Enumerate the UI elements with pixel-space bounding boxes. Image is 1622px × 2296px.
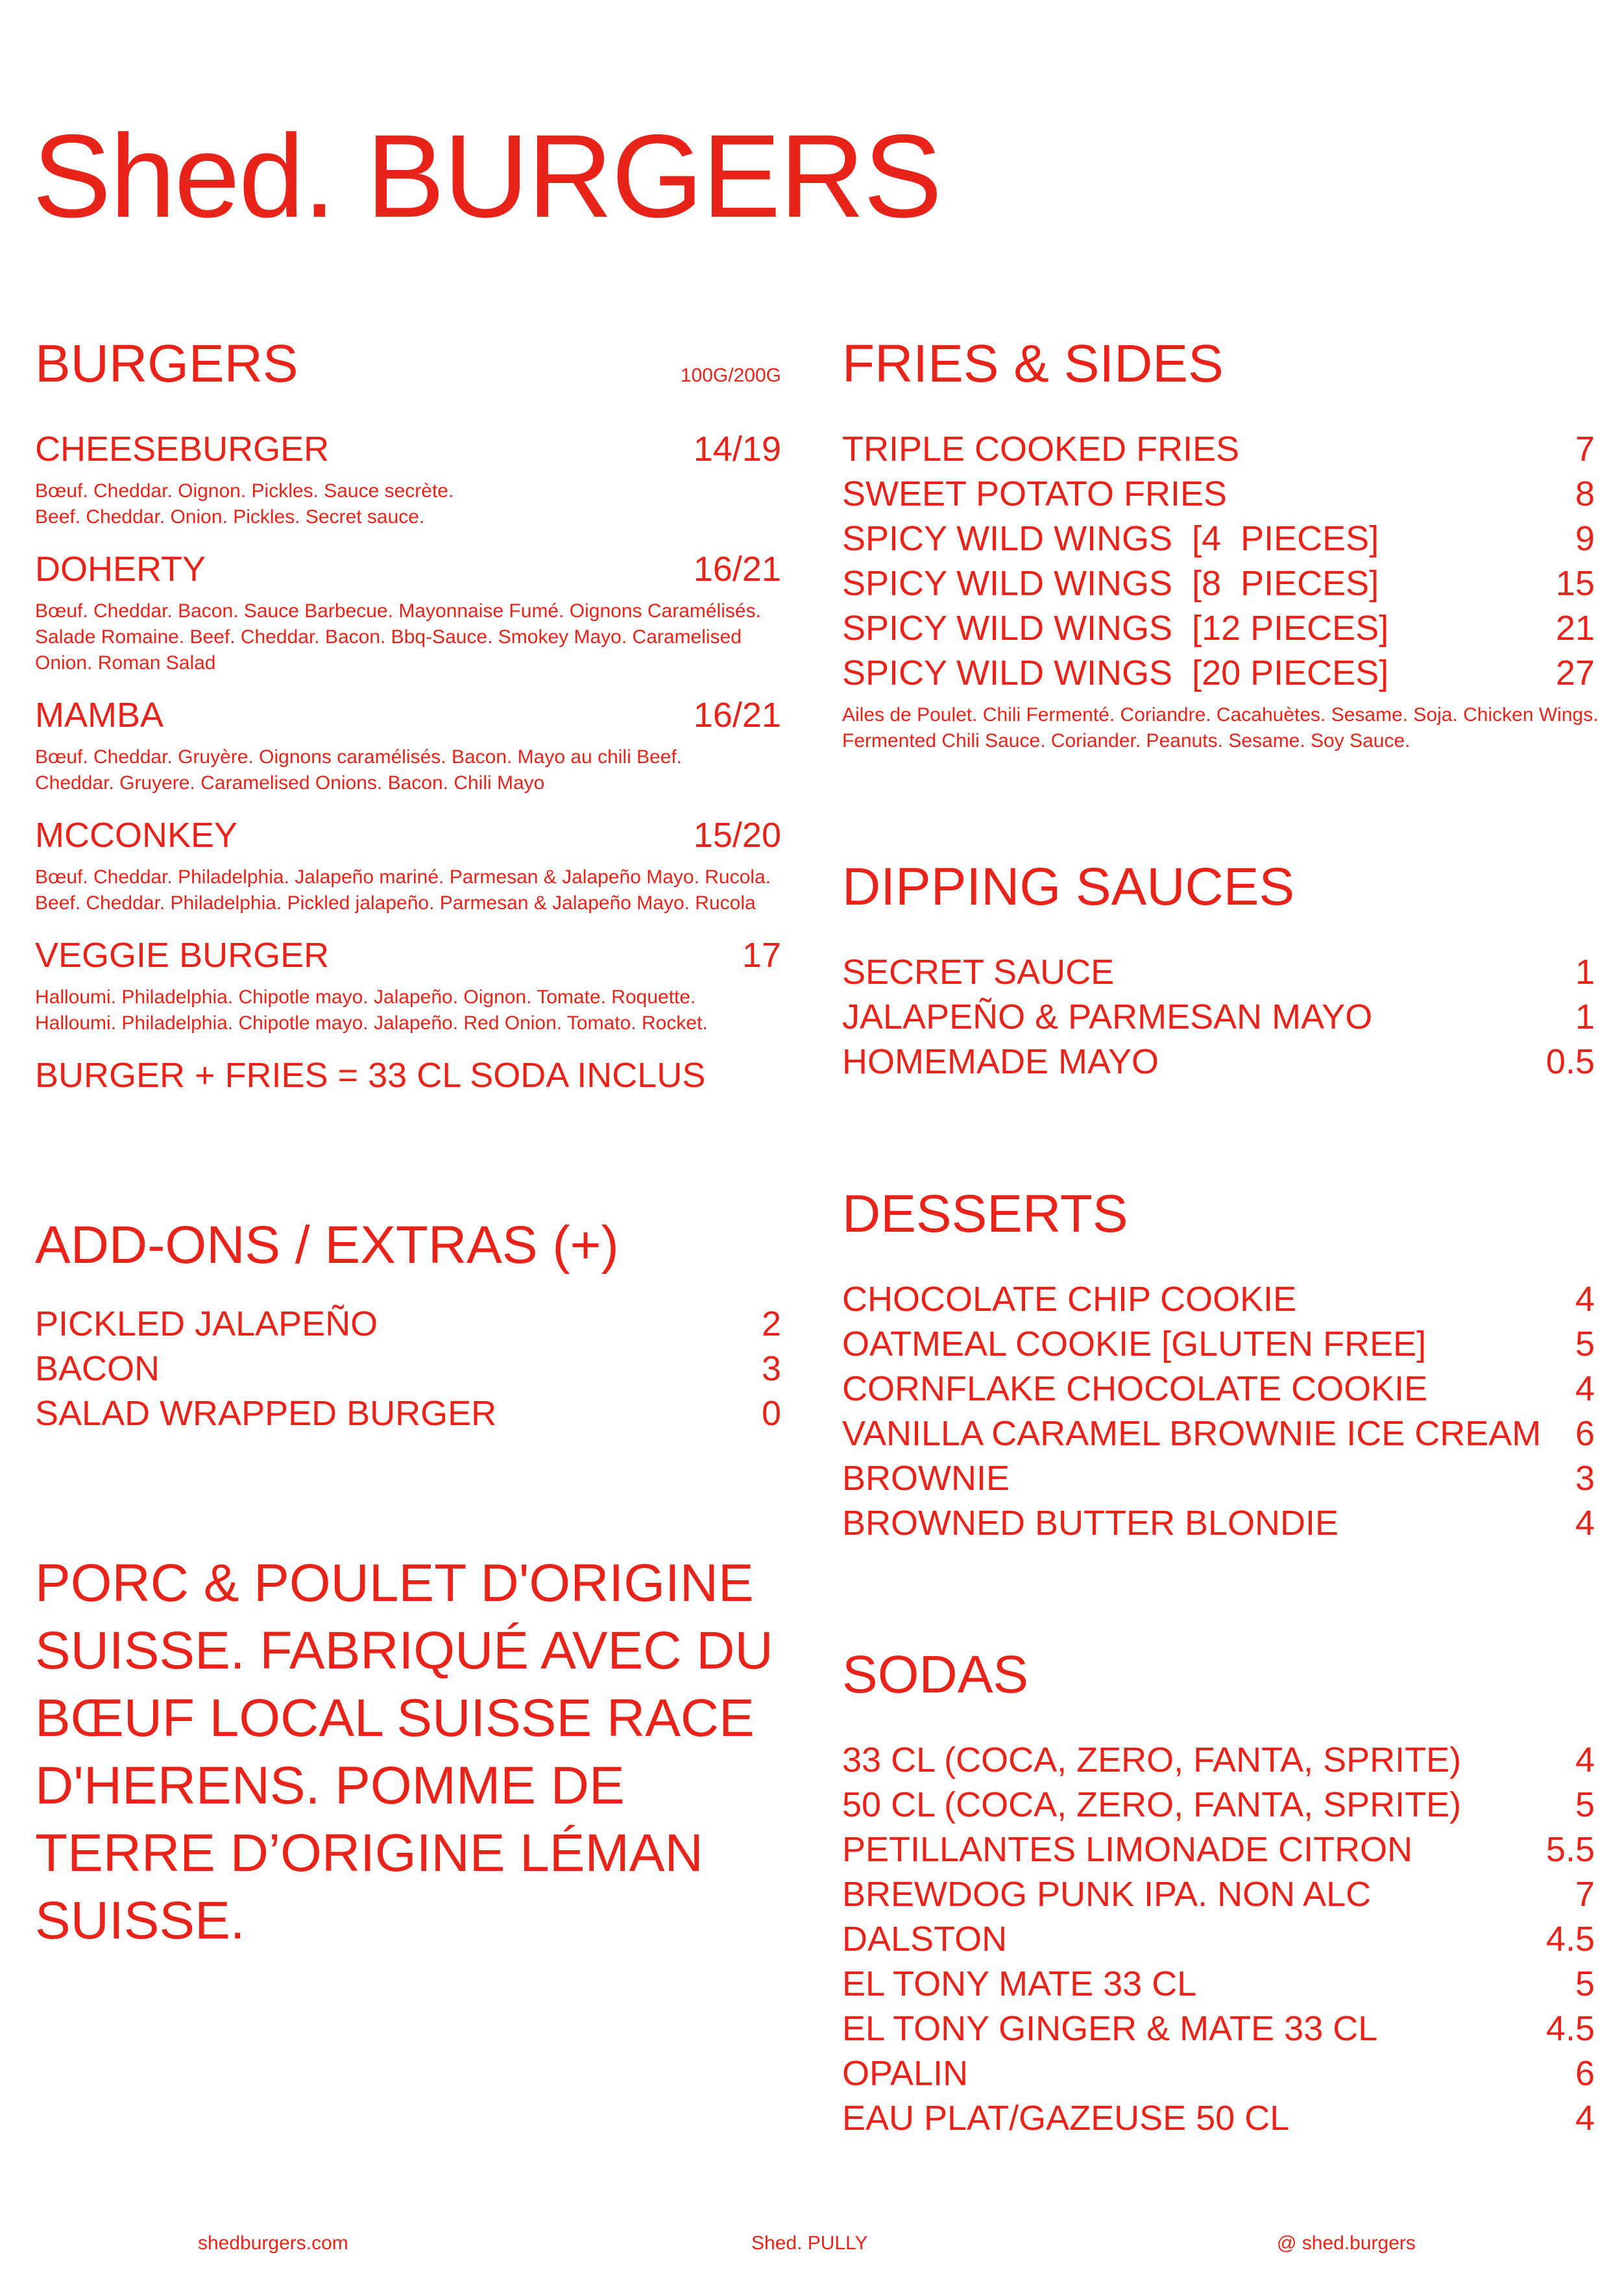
- soda-price: 4: [1575, 2099, 1595, 2138]
- desserts-section: [842, 1184, 1595, 1546]
- sauces-heading: DIPPING SAUCES: [842, 857, 1295, 916]
- dessert-name: CHOCOLATE CHIP COOKIE: [842, 1280, 1297, 1319]
- soda-name: PETILLANTES LIMONADE CITRON: [842, 1830, 1413, 1869]
- sodas-heading: SODAS: [842, 1645, 1029, 1704]
- burger-price: 17: [742, 936, 781, 975]
- soda-price: 5.5: [1545, 1830, 1595, 1869]
- burger-price: 15/20: [693, 816, 781, 855]
- fries-item: [842, 606, 1595, 651]
- soda-price: 5: [1575, 1785, 1595, 1824]
- dessert-item: [842, 1322, 1595, 1367]
- burgers-heading: BURGERS: [35, 334, 298, 393]
- soda-name: BREWDOG PUNK IPA. NON ALC: [842, 1875, 1372, 1914]
- addon-price: 3: [761, 1349, 781, 1388]
- addon-name: PICKLED JALAPEÑO: [35, 1304, 378, 1343]
- soda-price: 6: [1575, 2054, 1595, 2093]
- addon-name: SALAD WRAPPED BURGER: [35, 1394, 497, 1433]
- dessert-name: CORNFLAKE CHOCOLATE COOKIE: [842, 1369, 1428, 1408]
- soda-name: 33 CL (COCA, ZERO, FANTA, SPRITE): [842, 1740, 1462, 1779]
- soda-item: [842, 1962, 1595, 2007]
- burger-name: DOHERTY: [35, 550, 206, 589]
- footer-website[interactable]: shedburgers.com: [198, 2232, 348, 2254]
- burger-item: [35, 693, 781, 796]
- origin-statement: PORC & POULET D'ORIGINE SUISSE. FABRIQUÉ AVEC DU BŒUF LOCAL SUISSE RACE D'HERENS. POMME DE TERRE D’ORIGINE LÉMAN SUISSE.: [35, 1554, 773, 1950]
- sauce-item: [842, 995, 1595, 1040]
- dessert-price: 6: [1575, 1414, 1595, 1453]
- dessert-item: [842, 1277, 1595, 1322]
- dessert-item: [842, 1456, 1595, 1501]
- burger-name: MAMBA: [35, 696, 164, 735]
- soda-name: EL TONY GINGER & MATE 33 CL: [842, 2009, 1378, 2048]
- dessert-name: VANILLA CARAMEL BROWNIE ICE CREAM: [842, 1414, 1542, 1453]
- fries-price: 21: [1555, 609, 1595, 648]
- soda-item: [842, 1872, 1595, 1917]
- fries-name: SPICY WILD WINGS [12 PIECES]: [842, 609, 1389, 648]
- fries-item: [842, 561, 1595, 606]
- burger-item: [35, 933, 781, 1036]
- fries-price: 9: [1575, 519, 1595, 558]
- fries-name: SPICY WILD WINGS [4 PIECES]: [842, 519, 1379, 558]
- fries-item: [842, 651, 1595, 696]
- burger-item: [35, 427, 781, 530]
- dessert-price: 4: [1575, 1504, 1595, 1543]
- fries-name: SPICY WILD WINGS [20 PIECES]: [842, 653, 1389, 692]
- footer-location: Shed. PULLY: [751, 2232, 868, 2254]
- burger-price: 16/21: [693, 696, 781, 735]
- soda-name: 50 CL (COCA, ZERO, FANTA, SPRITE): [842, 1785, 1462, 1824]
- soda-price: 4.5: [1545, 1920, 1595, 1959]
- fries-section: [842, 334, 1599, 754]
- sauce-item: [842, 1040, 1595, 1084]
- sauce-price: 0.5: [1545, 1042, 1595, 1081]
- burgers-size-note: 100G/200G: [680, 365, 781, 386]
- dessert-name: BROWNED BUTTER BLONDIE: [842, 1504, 1339, 1543]
- addons-heading: ADD-ONS / EXTRAS (+): [35, 1215, 619, 1275]
- burger-description: Bœuf. Cheddar. Philadelphia. Jalapeño mariné. Parmesan & Jalapeño Mayo. Rucola. Beef. Cheddar. Philadelphia. Pickled jalapeño. Parmesan & Jalapeño Mayo. Rucola: [35, 866, 771, 914]
- fries-name: SWEET POTATO FRIES: [842, 474, 1228, 513]
- soda-name: EAU PLAT/GAZEUSE 50 CL: [842, 2099, 1290, 2138]
- sauces-section: [842, 857, 1595, 1084]
- sauce-price: 1: [1575, 953, 1595, 992]
- addon-price: 0: [761, 1394, 781, 1433]
- soda-name: DALSTON: [842, 1920, 1008, 1959]
- burger-item: [35, 813, 781, 916]
- burger-description: Bœuf. Cheddar. Gruyère. Oignons caramélisés. Bacon. Mayo au chili Beef. Cheddar. Gruyere. Caramelised Onions. Bacon. Chili Mayo: [35, 746, 683, 794]
- dessert-price: 4: [1575, 1369, 1595, 1408]
- addon-name: BACON: [35, 1349, 160, 1388]
- menu-title: Shed. BURGERS: [32, 110, 941, 242]
- addon-item: [35, 1347, 781, 1391]
- burger-description: Halloumi. Philadelphia. Chipotle mayo. Jalapeño. Oignon. Tomate. Roquette. Halloumi. Philadelphia. Chipotle mayo. Jalapeño. Red Onion. Tomato. Rocket.: [35, 986, 708, 1034]
- burger-price: 16/21: [693, 550, 781, 589]
- dessert-item: [842, 1411, 1595, 1456]
- fries-price: 8: [1575, 474, 1595, 513]
- fries-item: [842, 427, 1595, 472]
- soda-name: OPALIN: [842, 2054, 969, 2093]
- addon-price: 2: [761, 1304, 781, 1343]
- soda-item: [842, 1738, 1595, 1783]
- soda-item: [842, 2096, 1595, 2141]
- dessert-name: BROWNIE: [842, 1459, 1010, 1498]
- sauce-name: HOMEMADE MAYO: [842, 1042, 1159, 1081]
- burger-name: CHEESEBURGER: [35, 430, 330, 469]
- addon-item: [35, 1391, 781, 1436]
- dessert-price: 5: [1575, 1325, 1595, 1363]
- burger-name: VEGGIE BURGER: [35, 936, 330, 975]
- burgers-section: [35, 334, 781, 1098]
- fries-name: TRIPLE COOKED FRIES: [842, 430, 1240, 469]
- fries-heading: FRIES & SIDES: [842, 334, 1224, 393]
- dessert-price: 3: [1575, 1459, 1595, 1498]
- dessert-name: OATMEAL COOKIE [GLUTEN FREE]: [842, 1325, 1427, 1363]
- soda-item: [842, 2007, 1595, 2051]
- combo-note: BURGER + FRIES = 33 CL SODA INCLUS: [35, 1056, 706, 1095]
- burger-item: [35, 547, 781, 676]
- burger-description: Bœuf. Cheddar. Bacon. Sauce Barbecue. Mayonnaise Fumé. Oignons Caramélisés. Salade Romaine. Beef. Cheddar. Bacon. Bbq-Sauce. Smokey Mayo. Caramelised Onion. Roman Salad: [35, 600, 761, 674]
- soda-price: 4: [1575, 1740, 1595, 1779]
- dessert-price: 4: [1575, 1280, 1595, 1319]
- fries-price: 27: [1555, 653, 1595, 692]
- sauce-name: JALAPEÑO & PARMESAN MAYO: [842, 997, 1373, 1036]
- soda-item: [842, 1783, 1595, 1827]
- burger-price: 14/19: [693, 430, 781, 469]
- fries-item: [842, 472, 1595, 517]
- soda-item: [842, 1827, 1595, 1872]
- dessert-item: [842, 1501, 1595, 1546]
- sauce-name: SECRET SAUCE: [842, 953, 1115, 992]
- fries-name: SPICY WILD WINGS [8 PIECES]: [842, 564, 1379, 603]
- dessert-item: [842, 1367, 1595, 1411]
- wings-description: Ailes de Poulet. Chili Fermenté. Coriandre. Cacahuètes. Sesame. Soja. Chicken Wings. Fermented Chili Sauce. Coriander. Peanuts. Sesame. Soy Sauce.: [842, 704, 1599, 751]
- footer-social-handle[interactable]: @ shed.burgers: [1277, 2232, 1416, 2254]
- burger-name: MCCONKEY: [35, 816, 238, 855]
- addons-section: [35, 1215, 781, 1436]
- addon-item: [35, 1302, 781, 1347]
- desserts-heading: DESSERTS: [842, 1184, 1128, 1243]
- soda-name: EL TONY MATE 33 CL: [842, 1964, 1197, 2003]
- soda-item: [842, 2051, 1595, 2096]
- sodas-section: [842, 1645, 1595, 2141]
- fries-price: 7: [1575, 430, 1595, 469]
- sauce-price: 1: [1575, 997, 1595, 1036]
- soda-price: 7: [1575, 1875, 1595, 1914]
- fries-item: [842, 517, 1595, 561]
- soda-item: [842, 1917, 1595, 1962]
- fries-price: 15: [1555, 564, 1595, 603]
- sauce-item: [842, 950, 1595, 995]
- soda-price: 4.5: [1545, 2009, 1595, 2048]
- soda-price: 5: [1575, 1964, 1595, 2003]
- burger-description: Bœuf. Cheddar. Oignon. Pickles. Sauce secrète. Beef. Cheddar. Onion. Pickles. Secret sauce.: [35, 480, 454, 528]
